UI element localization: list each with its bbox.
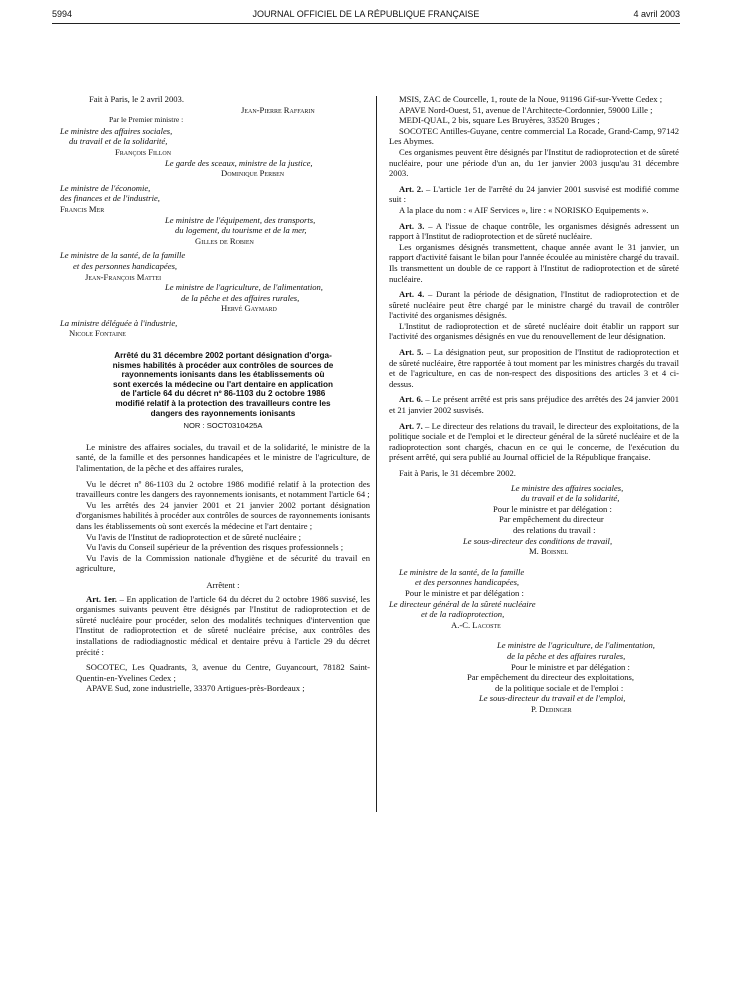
visa-paragraph: Vu l'avis du Conseil supérieur de la prévention des risques professionnels ; bbox=[86, 542, 344, 553]
sig-name: François Fillon bbox=[115, 146, 172, 157]
article-2 bbox=[389, 184, 679, 205]
sig-official-title: Le sous-directeur des conditions de travail, bbox=[463, 535, 613, 546]
article-4 bbox=[389, 289, 679, 321]
designation-paragraph: Ces organismes peuvent être désignés par l'Institut de radioprotection et de sûreté nucléaire, pour une période d'un an, du 1er janvier 2003 jusqu'au 31 décembre 2003. bbox=[389, 146, 679, 179]
organism-entry: SOCOTEC Antilles-Guyane, centre commercial La Rocade, Grand-Camp, 97142 Les Abymes. bbox=[389, 125, 679, 147]
visa-paragraph: Vu le décret nº 86-1103 du 2 octobre 1986 modifié relatif à la protection des travailleurs contre les dangers des rayonnements ionisants, et notamment l'article 64 ; bbox=[76, 478, 370, 500]
sig-minister-title: Le ministre de l'agriculture, de l'alimentation, bbox=[165, 282, 323, 293]
article-6-text: – Le présent arrêté est pris sans préjudice des arrêtés des 24 janvier 2001 et 21 janvier 2002 susvisés. bbox=[389, 394, 680, 416]
article-4-text: – Durant la période de désignation, l'Institut de radioprotection et de sûreté nucléaire peut être chargé par le ministre chargé du travail de contrôler l'activité des organismes désignés. bbox=[389, 289, 680, 321]
decree-title-line: sont exercés la médecine ou l'art dentaire en application bbox=[113, 379, 333, 389]
sig-official-title: et de la radioprotection, bbox=[421, 609, 505, 620]
article-2-text: – L'article 1er de l'arrêté du 24 janvier 2001 susvisé est modifié comme suit : bbox=[389, 183, 680, 205]
decree-body bbox=[76, 442, 370, 694]
article-4-label: Art. 4. bbox=[399, 289, 425, 300]
column-separator bbox=[376, 96, 377, 812]
page-header bbox=[52, 9, 680, 23]
sig-name: Nicole Fontaine bbox=[69, 328, 126, 339]
article-1 bbox=[76, 594, 370, 658]
sig-name: P. Dedinger bbox=[531, 703, 572, 714]
article-3 bbox=[389, 221, 679, 242]
article-3-label: Art. 3. bbox=[399, 220, 425, 231]
decree-title bbox=[76, 351, 370, 432]
sig-name: Jean-Pierre Raffarin bbox=[241, 104, 315, 115]
sig-delegation: Par empêchement du directeur des exploitations, bbox=[467, 672, 635, 683]
right-column bbox=[389, 94, 679, 714]
sig-delegation: Par le Premier ministre : bbox=[109, 115, 184, 125]
decree-title-line: Arrêté du 31 décembre 2002 portant désignation d'orga- bbox=[114, 351, 332, 361]
sig-name: Jean-François Mattei bbox=[85, 271, 162, 282]
sig-official-title: Le sous-directeur du travail et de l'emploi, bbox=[479, 693, 626, 704]
sig-delegation: des relations du travail : bbox=[513, 524, 596, 535]
decree-title-line: nismes habilités à procéder aux contrôles de sources de bbox=[112, 360, 334, 370]
article-7 bbox=[389, 421, 679, 463]
sig-date: Fait à Paris, le 2 avril 2003. bbox=[89, 94, 184, 104]
sig-minister-title: du logement, du tourisme et de la mer, bbox=[175, 225, 307, 236]
sig-name: A.-C. Lacoste bbox=[451, 619, 501, 630]
signature-block-2 bbox=[389, 567, 679, 631]
organism-entry: MEDI-QUAL, 2 bis, square Les Bruyères, 33520 Bruges ; bbox=[399, 115, 600, 126]
sig-minister-title: et des personnes handicapées, bbox=[73, 260, 178, 271]
decree-title-line: rayonnements ionisants dans les établissements où bbox=[121, 370, 325, 380]
sig-delegation: Pour le ministre et par délégation : bbox=[493, 503, 612, 514]
sig-name: Gilles de Robien bbox=[195, 235, 254, 246]
sig-minister-title: et des personnes handicapées, bbox=[415, 577, 520, 588]
sig-minister-title: du travail et de la solidarité, bbox=[69, 136, 168, 147]
article-7-label: Art. 7. bbox=[399, 420, 423, 431]
sig-minister-title: de la pêche et des affaires rurales, bbox=[181, 292, 300, 303]
sig-minister-title: La ministre déléguée à l'industrie, bbox=[60, 317, 178, 328]
sig-name: Dominique Perben bbox=[221, 168, 285, 179]
sig-minister-title: Le ministre de la santé, de la famille bbox=[399, 566, 525, 577]
decree-title-line: modifié relatif à la protection des travailleurs contre les bbox=[115, 399, 331, 409]
article-4-sub: L'Institut de radioprotection et de sûreté nucléaire doit établir un rapport sur l'activité des organismes désignés en vue du renouvellement de leur désignation. bbox=[389, 320, 679, 342]
nor-reference: NOR : SOCT0310425A bbox=[183, 421, 263, 431]
organism-entry: MSIS, ZAC de Courcelle, 1, route de la Noue, 91196 Gif-sur-Yvette Cedex ; bbox=[399, 94, 663, 104]
article-3-sub: Les organismes désignés transmettent, chaque année avant le 31 janvier, un rapport d'activité faisant le bilan pour l'année écoulée au ministère chargé du travail. Ils transmettent un double de ce rapport à l'Institut de radioprotection et de sûreté nucléaire. bbox=[389, 241, 679, 284]
sig-minister-title: Le ministre de l'équipement, des transports, bbox=[165, 214, 316, 225]
page-number: 5994 bbox=[52, 9, 73, 19]
visa-paragraph: Vu les arrêtés des 24 janvier 2001 et 21 janvier 2002 portant désignation d'organismes habilités à procéder aux contrôles de sources de rayonnements ionisants dans les établissements où sont exercés la médecine et l'art dentaire ; bbox=[76, 499, 370, 531]
article-6 bbox=[389, 394, 679, 415]
sig-delegation: Pour le ministre et par délégation : bbox=[511, 661, 630, 672]
article-3-text: – A l'issue de chaque contrôle, les organismes désignés adressent un rapport à l'Institut de radioprotection et de sûreté nucléaire. bbox=[389, 220, 679, 242]
signature-date: Fait à Paris, le 31 décembre 2002. bbox=[399, 468, 516, 478]
article-1-text: – En application de l'article 64 du décret du 2 octobre 1986 susvisé, les organismes suivants peuvent être désignés par l'Institut de radioprotection et de sûreté nucléaire pour procéder, selon des modalités techniques d'intervention que l'Institut de radioprotection et de sûreté nucléaire précise, aux contrôles des installations de radiodiagnostic médical et dentaire prévu à l'article 29 du décret précité : bbox=[76, 593, 371, 657]
decree-title-line: dangers des rayonnements ionisants bbox=[150, 408, 296, 418]
decree-title-line: de l'article 64 du décret nº 86-1103 du 2 octobre 1986 bbox=[120, 389, 326, 399]
sig-official-title: Le directeur général de la sûreté nucléaire bbox=[389, 598, 536, 609]
article-1-label: Art. 1er. bbox=[86, 593, 117, 604]
sig-minister-title: Le ministre de l'agriculture, de l'alimentation, bbox=[497, 640, 655, 651]
sig-delegation: Pour le ministre et par délégation : bbox=[405, 587, 524, 598]
article-2-label: Art. 2. bbox=[399, 183, 424, 194]
article-5-label: Art. 5. bbox=[399, 347, 424, 358]
sig-minister-title: Le garde des sceaux, ministre de la justice, bbox=[165, 157, 313, 168]
article-5-text: – La désignation peut, sur proposition de l'Institut de radioprotection et de sûreté nucléaire, être rapportée à tout moment par les ministres chargés du travail et de l'agriculture, en cas de non-respect des dispositions des articles 3 et 4 ci-dessus. bbox=[389, 347, 680, 389]
sig-minister-title: du travail et de la solidarité, bbox=[521, 493, 620, 504]
arretent-heading: Arrêtent : bbox=[206, 579, 240, 590]
left-column bbox=[60, 94, 371, 694]
organism-entry: APAVE Nord-Ouest, 51, avenue de l'Architecte-Cordonnier, 59000 Lille ; bbox=[399, 104, 653, 115]
article-5 bbox=[389, 347, 679, 389]
article-6-label: Art. 6. bbox=[399, 394, 423, 405]
preamble-paragraph: Le ministre des affaires sociales, du travail et de la solidarité, le ministre de la santé, de la famille et des personnes handicapées et le ministre de l'agriculture, de l'alimentation, de la pêche et des affaires rurales, bbox=[76, 441, 370, 473]
organism-entry: SOCOTEC, Les Quadrants, 3, avenue du Centre, Guyancourt, 78182 Saint-Quentin-en-Yvelines Cedex ; bbox=[76, 662, 370, 683]
sig-minister-title: Le ministre des affaires sociales, bbox=[511, 482, 624, 493]
signature-block-previous-decree bbox=[60, 94, 370, 339]
header-rule bbox=[52, 23, 680, 24]
visa-paragraph: Vu l'avis de la Commission nationale d'hygiène et de sécurité du travail en agriculture, bbox=[76, 552, 370, 574]
journal-title: JOURNAL OFFICIEL DE LA RÉPUBLIQUE FRANÇAISE bbox=[252, 9, 480, 19]
issue-date: 4 avril 2003 bbox=[633, 9, 680, 19]
sig-minister-title: de la pêche et des affaires rurales, bbox=[507, 650, 626, 661]
signature-block-3 bbox=[389, 640, 679, 714]
sig-minister-title: Le ministre de l'économie, bbox=[60, 182, 151, 193]
sig-minister-title: Le ministre de la santé, de la famille bbox=[60, 250, 186, 261]
sig-name: Hervé Gaymard bbox=[221, 303, 277, 314]
article-7-text: – Le directeur des relations du travail, le directeur des exploitations, de la politique sociale et de l'emploi et le directeur général de la sûreté nucléaire et de la radioprotection sont chargés, chacun en ce qui le concerne, de l'exécution du présent arrêté, qui sera publié au Journal officiel de la République française. bbox=[389, 420, 679, 463]
sig-delegation: Par empêchement du directeur bbox=[499, 514, 604, 525]
sig-name: M. Boisnel bbox=[529, 546, 569, 557]
sig-minister-title: Le ministre des affaires sociales, bbox=[60, 125, 173, 136]
visa-paragraph: Vu l'avis de l'Institut de radioprotection et de sûreté nucléaire ; bbox=[86, 531, 301, 542]
sig-minister-title: des finances et de l'industrie, bbox=[60, 193, 160, 204]
signature-block-1 bbox=[389, 483, 679, 557]
sig-delegation: de la politique sociale et de l'emploi : bbox=[495, 682, 624, 693]
organism-entry: APAVE Sud, zone industrielle, 33370 Artigues-près-Bordeaux ; bbox=[86, 683, 305, 694]
article-2-sub: A la place du nom : « AIF Services », lire : « NORISKO Equipements ». bbox=[399, 204, 649, 215]
sig-name: Francis Mer bbox=[60, 203, 105, 214]
